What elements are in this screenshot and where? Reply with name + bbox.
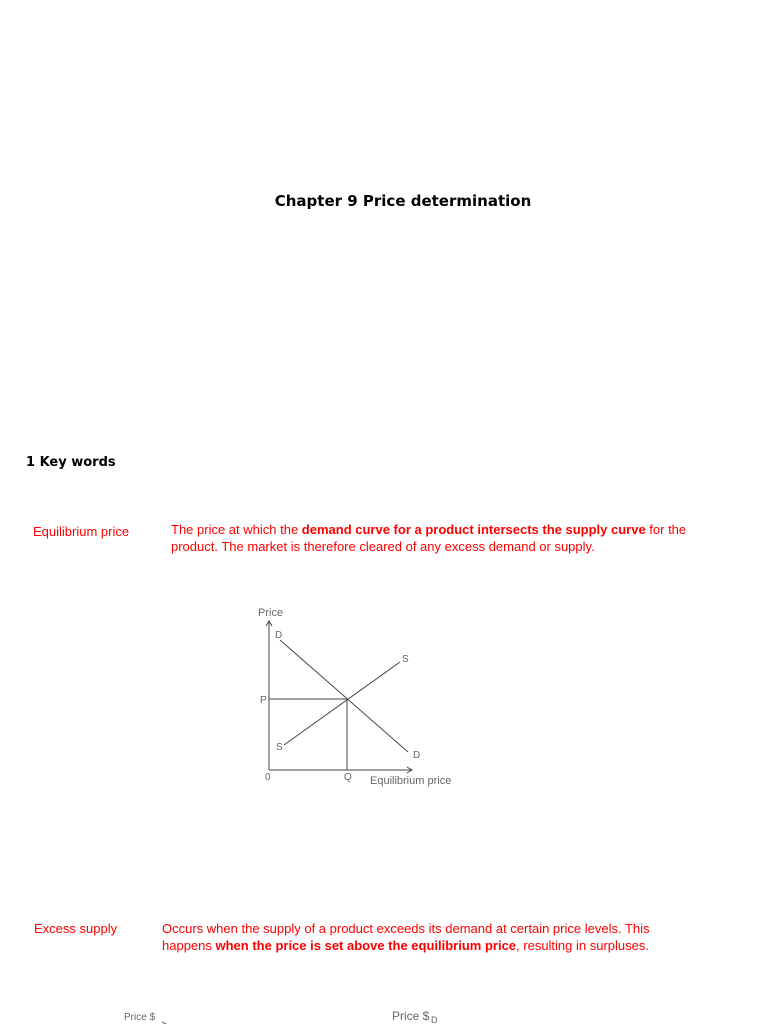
curve-label: D <box>431 1015 438 1024</box>
supply-top-label: S <box>402 654 409 665</box>
supply-bottom-label: S <box>276 742 283 753</box>
price-label: P <box>260 695 267 706</box>
definition-excess-supply <box>162 920 682 954</box>
definition-text: for the product. The market is therefore cleared of any excess demand or supply. <box>171 522 687 554</box>
definition-text: Occurs when the supply of a product exceeds its demand at certain price levels. This happens <box>162 921 650 953</box>
definition-emphasis: demand curve for a product intersects the supply curve <box>301 522 646 537</box>
excess-supply-diagram-left <box>118 1006 178 1024</box>
definition-equilibrium-price <box>171 521 711 555</box>
definition-emphasis: when the price is set above the equilibrium price <box>215 938 517 953</box>
supply-curve <box>284 662 400 745</box>
quantity-label: Q <box>344 772 352 783</box>
x-axis-caption: Equilibrium price <box>370 775 452 787</box>
section-heading: 1 Key words <box>26 455 116 470</box>
demand-curve <box>280 640 408 752</box>
y-axis-label: Price $ <box>124 1012 156 1023</box>
demand-top-label: D <box>275 630 283 641</box>
y-axis-label: Price $ <box>392 1009 430 1023</box>
origin-label: 0 <box>265 772 271 783</box>
page-title: Chapter 9 Price determination <box>274 192 532 210</box>
equilibrium-diagram <box>250 600 470 795</box>
term-equilibrium-price: Equilibrium price <box>33 524 130 539</box>
definition-text: The price at which the <box>171 522 302 537</box>
excess-supply-diagram-right <box>386 1004 456 1024</box>
term-excess-supply: Excess supply <box>34 921 118 936</box>
y-axis-label: Price <box>258 607 284 619</box>
demand-bottom-label: D <box>413 750 421 761</box>
definition-text: , resulting in surpluses. <box>516 938 649 953</box>
